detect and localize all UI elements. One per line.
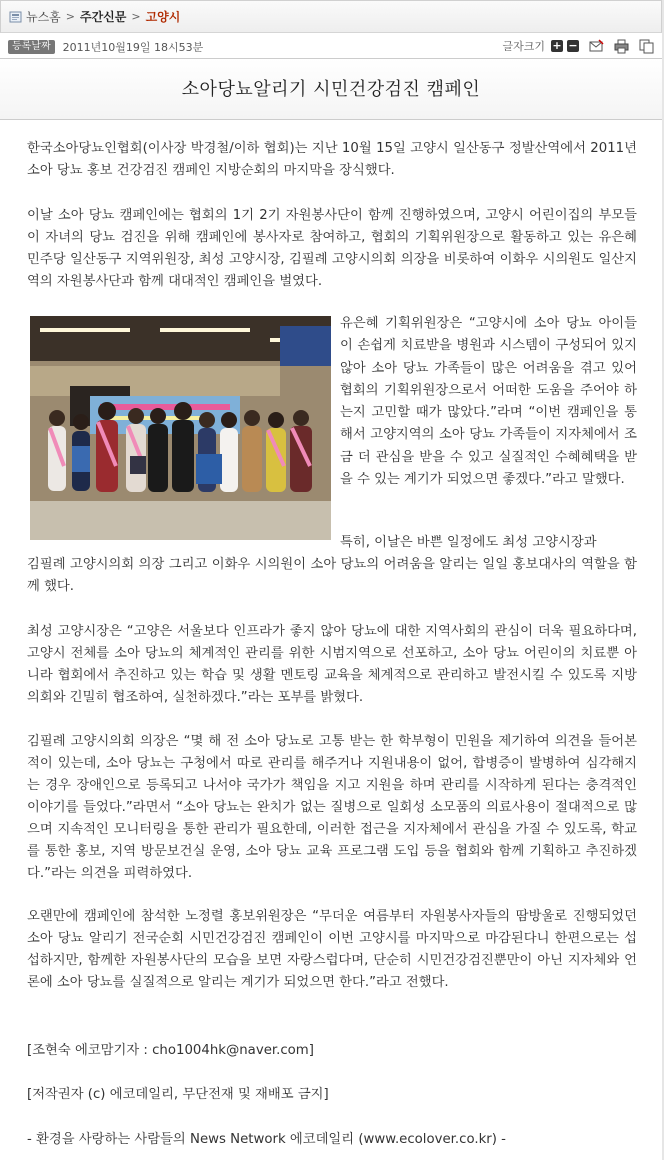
article-tools	[502, 38, 654, 54]
article-paragraph-2: 이날 소아 당뇨 캠페인에는 협회의 1기 2기 자원봉사단이 함께 진행하였으며, 고양시 어린이집의 부모들이 자녀의 당뇨 검진을 위해 캠페인에 봉사자로 참여하고, 협회의 기획위원장으로 활동하고 있는 유은혜 민주당 일산동구 지역위원장, 최성 고양시장, 김필례 고양시의회 의장을 비롯하여 이화우 시의원도 일산지역의 자원봉사단과 함께 대대적인 캠페인을 벌였다.	[27, 208, 637, 289]
article-title: 소아당뇨알리기 시민건강검진 캠페인	[181, 79, 481, 100]
print-icon[interactable]	[614, 39, 629, 54]
article-paragraph-7: 오랜만에 캠페인에 참석한 노정렬 홍보위원장은 “무더운 여름부터 자원봉사자들의 땀방울로 진행되었던 소아 당뇨 알리기 전국순회 시민건강검진 캠페인이 이번 고양시를 마지막으로 마감된다니 한편으로는 섭섭하지만, 함께한 자원봉사단의 모습을 보면 자랑스럽다며, 단순히 시민건강검진뿐만이 아닌 지자체와 언론에 소아 당뇨를 실질적으로 알리는 계기가 되었으면 한다.”라고 전했다.	[27, 909, 637, 990]
minus-icon[interactable]: −	[568, 39, 578, 52]
article-paragraph-6: 김필례 고양시의회 의장은 “몇 해 전 소아 당뇨로 고통 받는 한 학부형이 민원을 제기하여 의견을 들어본 적이 있는데, 소아 당뇨는 구청에서 따로 관리를 해주거나 지원내용이 없어, 합병증이 발병하여 심각해지는 경우 장애인으로 등록되고 나서야 국가가 책임을 지고 지원을 하며 관리를 시작하게 된다는 충격적인 이야기를 들었다.”라면서 “소아 당뇨는 완치가 없는 질병으로 일회성 소모품의 의료사용이 절대적으로 많으며 지속적인 모니터링을 통한 관리가 필요한데, 이러한 접근을 지자체에서 관심을 가질 수 있도록, 학교를 통한 홍보, 지역 방문보건실 운영, 소아 당뇨 교육 프로그램 도입 등을 협회와 함께 기획하고 추진하겠다.”라는 의견을 피력하였다.	[27, 734, 637, 881]
reporter-credit: [조현숙 에코맘기자 : cho1004hk@naver.com]	[27, 1043, 314, 1058]
chevron-right-icon: >	[65, 10, 75, 23]
breadcrumb	[0, 0, 662, 33]
article-date: 2011년10월19일 18시53분	[62, 41, 204, 54]
chevron-right-icon: >	[131, 10, 141, 23]
article-paragraph-5: 최성 고양시장은 “고양은 서울보다 인프라가 좋지 않아 당뇨에 대한 지역사회의 관심이 더욱 필요하다며, 고양시 전체를 소아 당뇨의 체계적인 관리를 위한 시범지역으로 선포하고, 소아 당뇨 어린이의 치료뿐 아니라 협회에서 추진하고 있는 학습 및 생활 멘토링 교육을 체계적으로 관리하고 발전시킬 수 있도록 지방의회와 긴밀히 협조하여, 실천하겠다.”라는 포부를 밝혔다.	[27, 624, 637, 705]
breadcrumb-category[interactable]: 주간신문	[80, 10, 127, 24]
article-meta-bar	[0, 36, 662, 58]
breadcrumb-current[interactable]: 고양시	[145, 10, 181, 24]
copyright-notice: [저작권자 (c) 에코데일리, 무단전재 및 재배포 금지]	[27, 1087, 329, 1102]
article-paragraph-4-rest: 김필례 고양시의회 의장 그리고 이화우 시의원이 소아 당뇨의 어려움을 알리는 일일 홍보대사의 역할을 함께 했다.	[27, 557, 637, 594]
date-badge: 등록날짜	[8, 40, 55, 54]
article-paragraph-3: 유은혜 기획위원장은 “고양시에 소아 당뇨 아이들이 손쉽게 치료받을 병원과 시스템이 구성되어 있지 않아 소아 당뇨 가족들이 많은 어려움을 겪고 있어 협회의 기획위원장으로서 어떠한 도움을 주어야 하는지 고민할 때가 많았다.”라며 “이번 캠페인을 통해서 고양지역의 소아 당뇨 가족들이 지자체에서 조금 더 관심을 받을 수 있고 실질적인 수혜혜택을 받을 수 있는 계기가 되었으면 좋겠다.”라고 말했다.	[340, 316, 637, 488]
email-icon[interactable]	[589, 39, 604, 54]
article-title-box	[0, 58, 662, 120]
copy-icon[interactable]	[639, 39, 654, 54]
site-footer: - 환경을 사랑하는 사람들의 News Network 에코데일리 (www.ecolover.co.kr) -	[27, 1132, 506, 1147]
campaign-photo	[30, 316, 331, 540]
article-paragraph-4-start: 특히, 이날은 바쁜 일정에도 최성 고양시장과	[340, 535, 597, 550]
home-icon[interactable]	[9, 11, 22, 23]
font-size-label: 글자크기	[502, 40, 545, 53]
article-paragraph-1: 한국소아당뇨인협회(이사장 박경철/이하 협회)는 지난 10월 15일 고양시 일산동구 정발산역에서 2011년 소아 당뇨 홍보 건강검진 캠페인 지방순회의 마지막을 장식했다.	[27, 141, 637, 178]
plus-icon[interactable]: +	[552, 39, 562, 52]
breadcrumb-news-home[interactable]: 뉴스홈	[26, 10, 61, 24]
